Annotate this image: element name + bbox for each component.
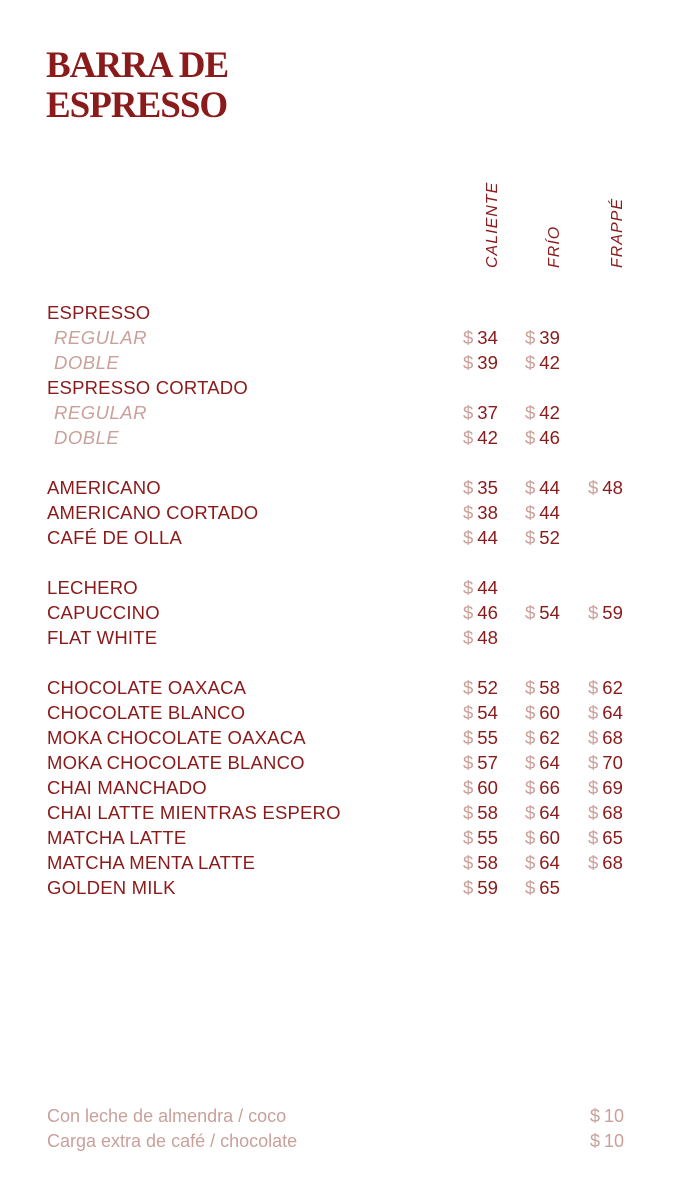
menu-item-row [0,800,675,825]
menu-item-row [0,600,675,625]
title-line-2: ESPRESSO [46,85,228,126]
size-label: REGULAR [54,327,147,348]
item-name: CHOCOLATE OAXACA [47,677,247,698]
item-name: AMERICANO CORTADO [47,502,259,523]
price-value: 60 [477,777,498,798]
currency-symbol: $ [463,602,474,623]
price-value: 52 [477,677,498,698]
currency-symbol: $ [525,777,536,798]
price-value: 42 [539,352,560,373]
price-caliente [463,600,498,625]
price-caliente [463,325,498,350]
price-value: 38 [477,502,498,523]
price-frappé [588,825,623,850]
currency-symbol: $ [463,477,474,498]
currency-symbol: $ [525,852,536,873]
item-name: GOLDEN MILK [47,877,176,898]
currency-symbol: $ [525,352,536,373]
currency-symbol: $ [525,727,536,748]
currency-symbol: $ [590,1131,601,1151]
price-caliente [463,525,498,550]
currency-symbol: $ [588,477,599,498]
price-frío [525,825,560,850]
menu-item-row [0,750,675,775]
price-value: 64 [539,752,560,773]
price-caliente [463,500,498,525]
price-value: 58 [477,802,498,823]
price-value: 58 [477,852,498,873]
item-name: MOKA CHOCOLATE BLANCO [47,752,305,773]
price-value: 10 [604,1106,625,1126]
price-value: 55 [477,727,498,748]
price-frappé [588,775,623,800]
currency-symbol: $ [463,777,474,798]
price-caliente [463,625,498,650]
price-value: 46 [539,427,560,448]
menu-item-row [0,625,675,650]
item-name: CHOCOLATE BLANCO [47,702,246,723]
menu-item-row [0,775,675,800]
price-caliente [463,675,498,700]
price-caliente [463,875,498,900]
menu-item-size-row [0,325,675,350]
price-value: 42 [539,402,560,423]
price-value: 37 [477,402,498,423]
extra-name: Con leche de almendra / coco [47,1106,287,1126]
extras-list [0,1104,675,1154]
price-value: 39 [477,352,498,373]
price-caliente [463,400,498,425]
price-value: 59 [477,877,498,898]
price-value: 52 [539,527,560,548]
price-frappé [588,850,623,875]
column-header-caliente: CALIENTE [484,181,501,268]
menu-item-row [0,475,675,500]
item-name: FLAT WHITE [47,627,158,648]
currency-symbol: $ [463,752,474,773]
column-header-frio: FRÍO [546,225,563,268]
price-frappé [588,475,623,500]
extra-price [590,1129,624,1154]
item-name: CHAI LATTE MIENTRAS ESPERO [47,802,341,823]
currency-symbol: $ [525,677,536,698]
price-value: 64 [539,852,560,873]
menu-item-row [0,675,675,700]
price-frío [525,350,560,375]
menu-item-size-row [0,425,675,450]
price-value: 64 [539,802,560,823]
section-spacer [0,550,675,575]
menu-item-row [0,850,675,875]
menu-item-row [0,875,675,900]
size-label: REGULAR [54,402,147,423]
price-value: 48 [602,477,623,498]
price-frío [525,400,560,425]
price-value: 60 [539,827,560,848]
currency-symbol: $ [525,602,536,623]
item-name: LECHERO [47,577,138,598]
price-caliente [463,825,498,850]
currency-symbol: $ [463,702,474,723]
section-spacer [0,450,675,475]
price-value: 65 [539,877,560,898]
currency-symbol: $ [588,752,599,773]
price-frappé [588,600,623,625]
menu-item-row [0,300,675,325]
currency-symbol: $ [588,727,599,748]
price-value: 55 [477,827,498,848]
currency-symbol: $ [525,327,536,348]
price-frappé [588,725,623,750]
title-line-1: BARRA DE [46,45,229,86]
currency-symbol: $ [463,352,474,373]
currency-symbol: $ [588,602,599,623]
currency-symbol: $ [463,577,474,598]
currency-symbol: $ [463,677,474,698]
price-value: 48 [477,627,498,648]
item-name: MATCHA LATTE [47,827,187,848]
page-title [46,46,228,126]
price-value: 59 [602,602,623,623]
menu-item-row [0,725,675,750]
price-value: 35 [477,477,498,498]
currency-symbol: $ [525,427,536,448]
price-caliente [463,750,498,775]
extra-row [0,1104,675,1129]
price-value: 68 [602,852,623,873]
menu-item-row [0,825,675,850]
price-value: 44 [477,577,498,598]
price-value: 68 [602,802,623,823]
currency-symbol: $ [463,527,474,548]
price-value: 64 [602,702,623,723]
price-value: 54 [477,702,498,723]
price-caliente [463,700,498,725]
price-frío [525,800,560,825]
extra-price [590,1104,624,1129]
price-caliente [463,425,498,450]
price-caliente [463,775,498,800]
price-frío [525,325,560,350]
size-label: DOBLE [54,352,120,373]
price-frío [525,775,560,800]
extra-name: Carga extra de café / chocolate [47,1131,298,1151]
size-label: DOBLE [54,427,120,448]
item-name: CAFÉ DE OLLA [47,527,183,548]
price-frío [525,425,560,450]
menu-item-row [0,700,675,725]
price-value: 44 [539,477,560,498]
price-caliente [463,350,498,375]
item-name: ESPRESSO CORTADO [47,377,248,398]
currency-symbol: $ [525,527,536,548]
currency-symbol: $ [525,702,536,723]
item-name: CHAI MANCHADO [47,777,207,798]
price-value: 65 [602,827,623,848]
menu-item-row [0,575,675,600]
price-caliente [463,475,498,500]
price-value: 69 [602,777,623,798]
price-frío [525,525,560,550]
section-spacer [0,650,675,675]
menu-item-row [0,525,675,550]
currency-symbol: $ [588,702,599,723]
currency-symbol: $ [463,877,474,898]
price-frappé [588,700,623,725]
price-value: 68 [602,727,623,748]
item-name: ESPRESSO [47,302,151,323]
currency-symbol: $ [463,627,474,648]
menu-list [0,300,675,900]
menu-item-row [0,500,675,525]
currency-symbol: $ [463,852,474,873]
currency-symbol: $ [525,477,536,498]
price-value: 34 [477,327,498,348]
price-value: 46 [477,602,498,623]
price-value: 44 [477,527,498,548]
item-name: CAPUCCINO [47,602,160,623]
menu-item-row [0,375,675,400]
currency-symbol: $ [463,827,474,848]
currency-symbol: $ [588,852,599,873]
currency-symbol: $ [525,502,536,523]
price-frío [525,850,560,875]
price-value: 66 [539,777,560,798]
price-value: 57 [477,752,498,773]
item-name: MOKA CHOCOLATE OAXACA [47,727,306,748]
extra-row [0,1129,675,1154]
price-frappé [588,800,623,825]
price-value: 60 [539,702,560,723]
item-name: MATCHA MENTA LATTE [47,852,256,873]
currency-symbol: $ [588,777,599,798]
price-frío [525,700,560,725]
currency-symbol: $ [463,727,474,748]
price-value: 44 [539,502,560,523]
currency-symbol: $ [463,502,474,523]
currency-symbol: $ [588,677,599,698]
currency-symbol: $ [525,402,536,423]
price-value: 62 [602,677,623,698]
price-frío [525,675,560,700]
price-caliente [463,725,498,750]
price-frío [525,500,560,525]
currency-symbol: $ [463,327,474,348]
price-frío [525,600,560,625]
currency-symbol: $ [588,802,599,823]
item-name: AMERICANO [47,477,161,498]
price-value: 42 [477,427,498,448]
price-value: 70 [602,752,623,773]
price-value: 58 [539,677,560,698]
currency-symbol: $ [463,802,474,823]
price-value: 10 [604,1131,625,1151]
currency-symbol: $ [588,827,599,848]
currency-symbol: $ [590,1106,601,1126]
column-header-frappe: FRAPPÉ [609,197,626,268]
currency-symbol: $ [525,752,536,773]
price-value: 62 [539,727,560,748]
price-caliente [463,575,498,600]
price-caliente [463,850,498,875]
menu-item-size-row [0,350,675,375]
currency-symbol: $ [525,877,536,898]
price-frío [525,475,560,500]
price-value: 39 [539,327,560,348]
currency-symbol: $ [463,402,474,423]
currency-symbol: $ [463,427,474,448]
currency-symbol: $ [525,802,536,823]
price-frío [525,875,560,900]
price-frío [525,750,560,775]
price-frío [525,725,560,750]
menu-item-size-row [0,400,675,425]
price-frappé [588,750,623,775]
price-frappé [588,675,623,700]
currency-symbol: $ [525,827,536,848]
price-value: 54 [539,602,560,623]
price-caliente [463,800,498,825]
